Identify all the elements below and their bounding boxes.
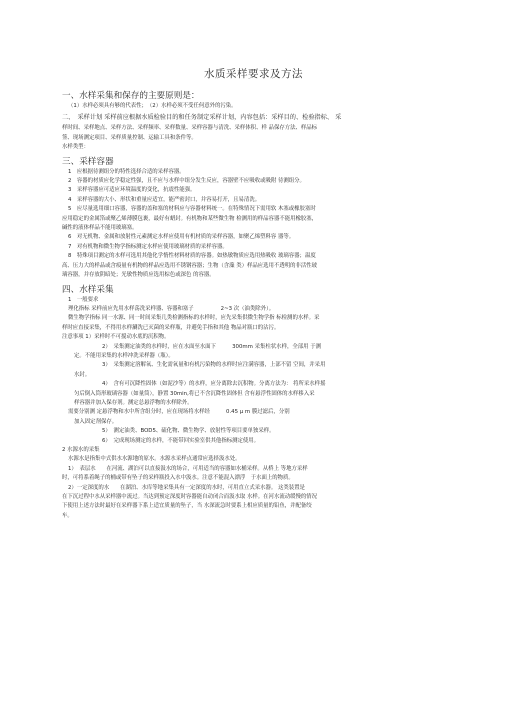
section-3-line: 3 采样容器应可适应环境温度的变化，抗震性能强。 — [68, 187, 196, 194]
section-4-line: 4） 含有可沉降性固体（如泥沙等）的水样，应分离除去沉积物。分离方法为： 将所采水样摇 — [102, 381, 326, 388]
section-3-heading: 三、采样容器 — [62, 156, 114, 167]
section-1-heading: 一、水样采集和保存的主要原则是： — [62, 91, 200, 101]
section-4-line: 样时应直接采集，不得用水样涮洗已灭菌的采样瓶，并避免手指和其他 物品对瓶口的沾污。 — [62, 324, 280, 331]
section-4-line: 微生物学指标 同一水源、同一时间采集几类检测指标的水样时，应先采集供微生物学指 标检测的水样。采 — [68, 315, 320, 322]
section-2-heading: 二、 采样计划 采样前应根据水质检验目的和任务制定采样计划，内容包括：采样目的、检验指标、 采 — [62, 114, 342, 122]
subsection-general-heading: 1 一般要求 — [68, 296, 99, 303]
section-4-line: 3） 采集测定溶解氧、生化需氧量和有机污染物的水样时应注满容器，上部不留 空间，并采用 — [102, 362, 326, 369]
section-4-line: 1） 表层水 在河流、湖泊可以直接汲水的场合，可用适当的容器如水桶采样。从桥上 等地方采样 — [68, 465, 308, 472]
section-4-line: 6） 完成现场测定的水样，不能带回实验室供其他指标测定使用。 — [102, 437, 260, 444]
section-4-line: 水封。 — [74, 371, 91, 378]
section-3-line: 高、压力大的样品或含痕量有机物的样品应选用不锈钢容器；生物（含藻 类）样品应选用不透明的非活性玻 — [62, 262, 318, 269]
section-3-line: 璃容器，并存放阴暗处；光敏性物质应选用棕色或深色 的容器。 — [62, 272, 215, 279]
document-title: 水质采样要求及方法 — [204, 68, 303, 80]
section-4-line: 时，可将系着绳子的桶或带有坠子的采样瓶投入水中汲水。注意不能混入漂浮 于水面上的物质。 — [62, 475, 294, 482]
section-4-line: 加入固定剂保存。 — [74, 418, 118, 425]
section-4-line: 理化指标 采样前应先用水样荡洗采样器、容器和塞子 2~3 次（油类除外）。 — [68, 305, 275, 312]
section-3-line: 应用稳定的金属箔或聚乙烯薄膜包裹，最好有蜡封。有机物和某些微生物 检测用的样品容器不能用橡胶塞， — [62, 215, 318, 222]
section-3-line: 7 对有机物和微生物学指标测定水样应使用玻璃材质的采样容器。 — [68, 243, 228, 250]
section-4-line: 在下沉过程中水从采样器中流过。当达到预定深度时容器能自动闭合而汲水取 水样。在河水流动缓慢的情况 — [62, 494, 318, 501]
section-3-line: 5 应尽量选用细口容器，容器的盖和塞的材料应与容器材料统一。在特殊情况下需用软 木塞或橡胶塞时 — [68, 206, 316, 213]
section-3-line: 6 对无机物、金属和放射性元素测定水样应使用有机材质的采样容器，如聚乙烯塑料容 器等。 — [68, 234, 295, 241]
subsection-source-water-heading: 2 水源水的采集 — [62, 447, 100, 453]
section-4-line: 匀后倒入筒形玻璃容器（如量筒），静置 30min,将已不含沉降性固体但 含有悬浮性固体的水样移入采 — [74, 390, 315, 397]
section-3-line: 碱性的液体样品不能用玻璃塞。 — [62, 225, 138, 232]
section-4-heading: 四、水样采集 — [62, 284, 114, 295]
section-4-line: 2）一定深度的水 在湖泊、水库等地采集具有一定深度的水时，可用直立式采水器。 这类装置是 — [68, 484, 305, 491]
section-4-line: 水源水是指集中式供水水源地的原水。水源水采样点通常应选择汲水处。 — [68, 456, 241, 463]
section-2-line: 样时间、采样地点、采样方法、采样频率、采样数量、采样容器与清洗、采样体积、样 品保存方法、样品标 — [62, 125, 318, 132]
section-4-line: 2） 采集测定油类的水样时，应在水面至水面下 300mm 采集柱状水样，全部用 于测 — [102, 343, 322, 350]
section-4-line: 下使用上述方法时最好在采样器下系上适宜质量的坠子，当 水深流急时要系上相应质量的铅鱼，并配备绞 — [62, 503, 312, 510]
section-1-text: （1）水样必须具有够的代表性； （2）水样必须不受任何意外的污染。 — [68, 103, 237, 109]
section-4-line: 注意事项 1）采样时不可搅动水底的沉积物。 — [62, 334, 170, 341]
section-3-line: 1 应根据待测组分的特性选择合适的采样容器。 — [68, 168, 185, 175]
section-2-line: 签、现场测定项目、采样质量控制、运输工具和条件等。 — [62, 134, 197, 141]
section-4-line: 5） 测定油类、BOD5、硫化物、微生物学、放射性等项目要单独采样。 — [102, 428, 275, 435]
section-2-line: 水样类型： — [62, 144, 89, 151]
section-4-line: 样容器并加入保存剂。测定总悬浮物的水样除外。 — [74, 399, 193, 406]
section-3-line: 2 容器的材质应化学稳定性强，且不应与水样中组分发生反应，容器壁不应吸收或吸附 待测组分。 — [68, 178, 305, 185]
section-3-line: 8 特殊项目测定的水样可选用其他化学惰性材料材质的容器。如热敏物质应选用热吸收 玻璃容器；温度 — [68, 253, 316, 260]
section-4-line: 车。 — [62, 512, 73, 519]
section-4-line: 定。不能用采集的水样冲洗采样器（瓶）。 — [74, 352, 174, 359]
section-4-line: 需要分别测 定悬浮物和水中所含组分时，应在现场将水样经 0.45 μ m 膜过滤后，分别 — [68, 409, 290, 416]
section-3-line: 4 采样容器的大小、形状和重量应适宜，能严密封口，并容易打开，且易清洗。 — [68, 196, 261, 203]
